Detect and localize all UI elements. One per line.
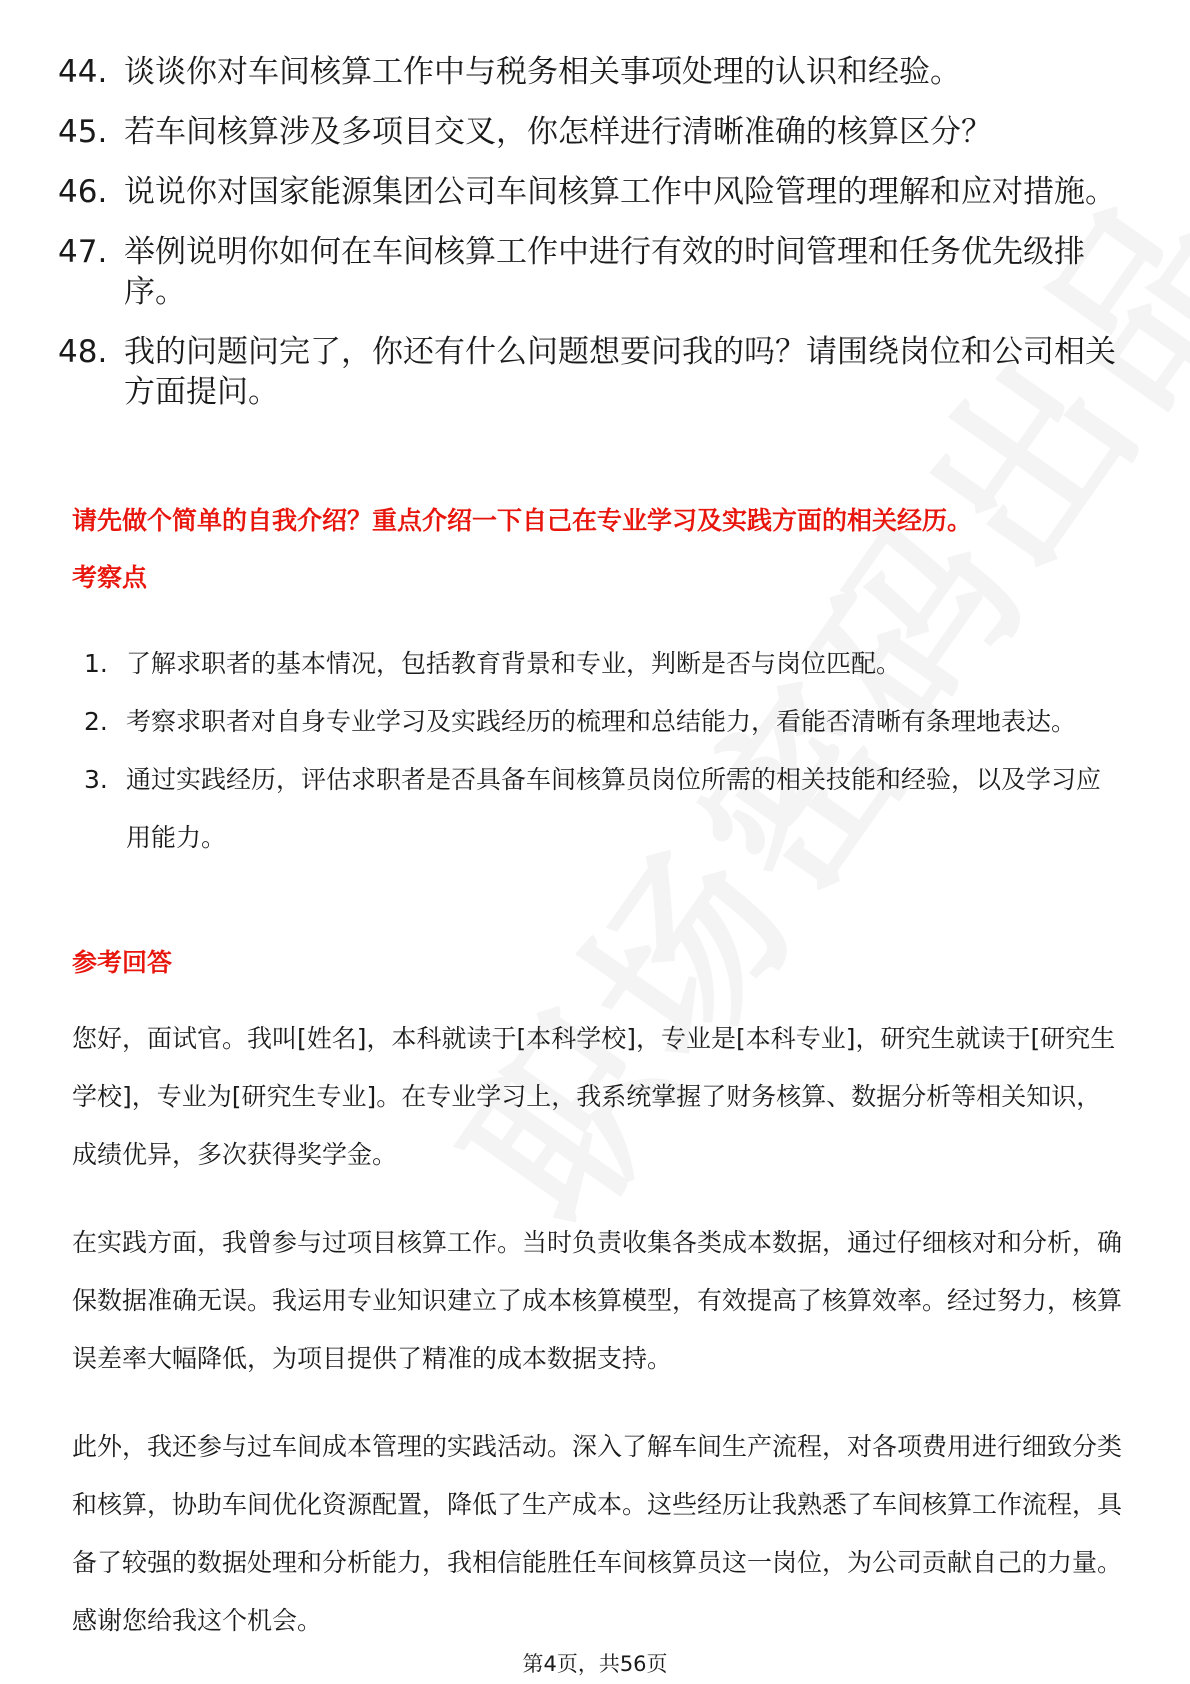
assessment-points-list	[84, 635, 1124, 867]
assessment-point	[84, 693, 1124, 751]
question-text: 举例说明你如何在车间核算工作中进行有效的时间管理和任务优先级排序。	[124, 234, 1085, 310]
assessment-points-heading: 考察点	[72, 563, 148, 592]
question-number: 45.	[58, 114, 108, 150]
question-text: 谈谈你对车间核算工作中与税务相关事项处理的认识和经验。	[124, 54, 961, 90]
answer-paragraph: 此外，我还参与过车间成本管理的实践活动。深入了解车间生产流程，对各项费用进行细致分类和核算，协助车间优化资源配置，降低了生产成本。这些经历让我熟悉了车间核算工作流程，具备了较强的数据处理和分析能力，我相信能胜任车间核算员这一岗位，为公司贡献自己的力量。感谢您给我这个机会。	[72, 1432, 1123, 1635]
question-number: 44.	[58, 54, 108, 90]
point-text: 考察求职者对自身专业学习及实践经历的梳理和总结能力，看能否清晰有条理地表达。	[126, 707, 1077, 736]
question-item	[58, 232, 1128, 312]
question-list	[58, 52, 1128, 432]
answer-paragraph: 在实践方面，我曾参与过项目核算工作。当时负责收集各类成本数据，通过仔细核对和分析，确保数据准确无误。我运用专业知识建立了成本核算模型，有效提高了核算效率。经过努力，核算误差率大幅降低，为项目提供了精准的成本数据支持。	[72, 1228, 1123, 1373]
reference-answer-body	[72, 1010, 1124, 1680]
question-text: 我的问题问完了，你还有什么问题想要问我的吗？请围绕岗位和公司相关方面提问。	[124, 334, 1116, 410]
question-number: 48.	[58, 334, 108, 370]
question-item	[58, 172, 1128, 212]
question-item	[58, 332, 1128, 412]
question-item	[58, 52, 1128, 92]
assessment-point	[84, 635, 1124, 693]
point-number: 3.	[84, 765, 108, 794]
point-number: 2.	[84, 707, 108, 736]
reference-answer-heading: 参考回答	[72, 948, 173, 977]
answer-paragraph: 您好，面试官。我叫[姓名]，本科就读于[本科学校]，专业是[本科专业]，研究生就读于[研究生学校]，专业为[研究生专业]。在专业学习上，我系统掌握了财务核算、数据分析等相关知识，成绩优异，多次获得奖学金。	[72, 1024, 1116, 1169]
question-number: 47.	[58, 234, 108, 270]
point-text: 通过实践经历，评估求职者是否具备车间核算员岗位所需的相关技能和经验，以及学习应用能力。	[126, 765, 1102, 852]
page-footer: 第4页，共56页	[522, 1652, 668, 1676]
point-number: 1.	[84, 649, 108, 678]
question-item	[58, 112, 1128, 152]
interview-question-heading: 请先做个简单的自我介绍？重点介绍一下自己在专业学习及实践方面的相关经历。	[72, 506, 973, 535]
question-number: 46.	[58, 174, 108, 210]
assessment-point	[84, 751, 1124, 867]
question-text: 若车间核算涉及多项目交叉，你怎样进行清晰准确的核算区分？	[124, 114, 992, 150]
question-text: 说说你对国家能源集团公司车间核算工作中风险管理的理解和应对措施。	[124, 174, 1116, 210]
point-text: 了解求职者的基本情况，包括教育背景和专业，判断是否与岗位匹配。	[126, 649, 902, 678]
